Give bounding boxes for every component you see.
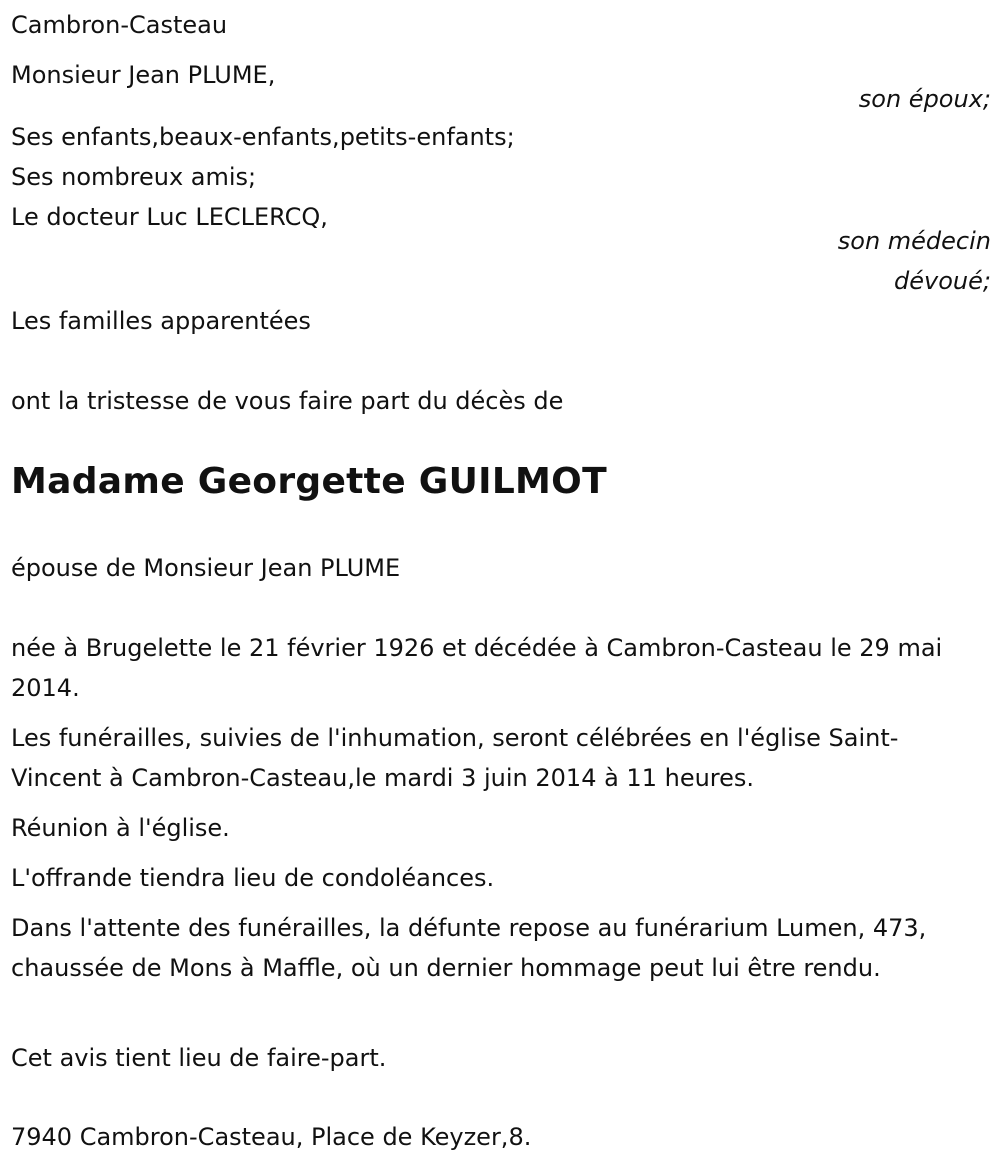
- husband-line: Monsieur Jean PLUME,: [11, 61, 276, 89]
- notice-paragraph: Cet avis tient lieu de faire-part.: [11, 1044, 387, 1072]
- locality-heading: Cambron-Casteau: [11, 11, 228, 39]
- address-line: 7940 Cambron-Casteau, Place de Keyzer,8.: [11, 1123, 532, 1151]
- spouse-line: épouse de Monsieur Jean PLUME: [11, 554, 401, 582]
- doctor-line: Le docteur Luc LECLERCQ,: [11, 203, 328, 231]
- birth-death-paragraph: née à Brugelette le 21 février 1926 et décédée à Cambron-Casteau le 29 mai 2014.: [11, 634, 943, 702]
- friends-line: Ses nombreux amis;: [11, 163, 257, 191]
- announcement-line: ont la tristesse de vous faire part du décès de: [11, 387, 564, 415]
- funeral-paragraph: Les funérailles, suivies de l'inhumation, seront célébrées en l'église Saint-Vincent à Cambron-Casteau,le mardi 3 juin 2014 à 11 heures.: [11, 724, 899, 792]
- rest-paragraph: Dans l'attente des funérailles, la défunte repose au funérarium Lumen, 473, chaussée de Mons à Maffle, où un dernier hommage peut lui être rendu.: [11, 914, 927, 982]
- children-line: Ses enfants,beaux-enfants,petits-enfants;: [11, 123, 515, 151]
- doctor-role-2: dévoué;: [894, 267, 991, 295]
- deceased-name: Madame Georgette GUILMOT: [11, 461, 607, 502]
- offering-paragraph: L'offrande tiendra lieu de condoléances.: [11, 864, 495, 892]
- doctor-role-1: son médecin: [837, 227, 991, 255]
- meeting-paragraph: Réunion à l'église.: [11, 814, 230, 842]
- husband-role: son époux;: [858, 85, 991, 113]
- relatives-line: Les familles apparentées: [11, 307, 311, 335]
